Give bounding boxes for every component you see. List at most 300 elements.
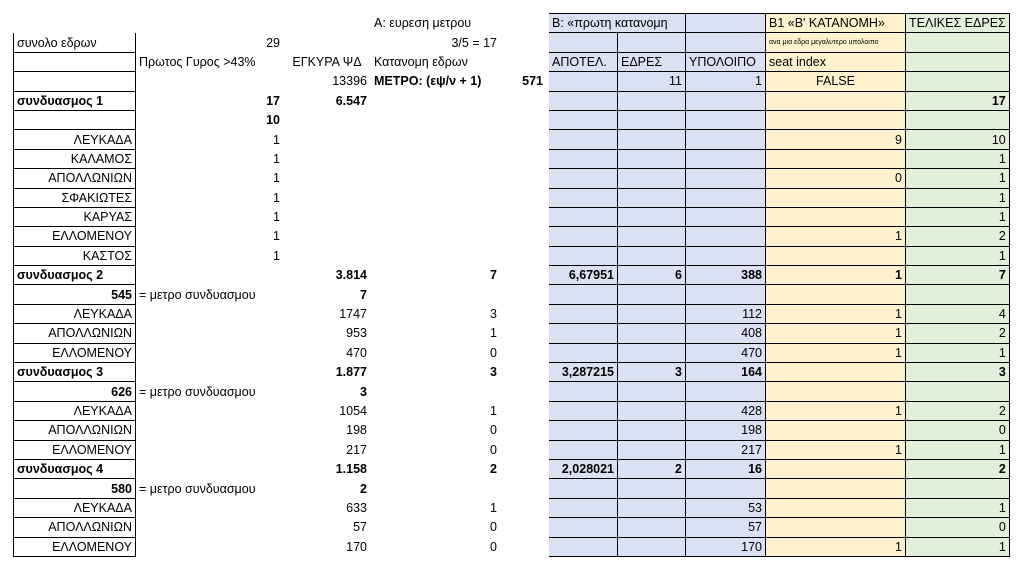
cell-A10[interactable]: ΣΦΑΚΙΩΤΕΣ <box>14 188 136 207</box>
cell-H18[interactable]: 470 <box>686 343 766 362</box>
cell-D21[interactable]: 1 <box>490 404 497 418</box>
cell-H19[interactable]: 164 <box>686 363 766 382</box>
cell-C8[interactable] <box>284 149 371 168</box>
cell-C9[interactable] <box>284 169 371 188</box>
cell-B14[interactable] <box>136 266 284 285</box>
cell-C15[interactable]: 7 <box>360 287 367 302</box>
cell-C26[interactable]: 633 <box>346 500 367 515</box>
cell-C14[interactable]: 3.814 <box>335 268 367 283</box>
cell-E27[interactable] <box>501 518 548 537</box>
cell-E3[interactable] <box>501 52 548 71</box>
cell-D8[interactable] <box>371 149 501 168</box>
cell-I4[interactable]: FALSE <box>766 72 906 91</box>
cell-D1[interactable]: A: ευρεση μετρου <box>374 16 472 31</box>
sheet-row <box>14 52 1010 71</box>
sheet-row <box>14 343 1010 362</box>
cell-D16[interactable]: 3 <box>490 307 497 322</box>
cell-I23[interactable]: 1 <box>766 440 906 459</box>
cell-D9[interactable] <box>371 169 501 188</box>
cell-F24[interactable]: 2,028021 <box>548 459 618 478</box>
cell-E21[interactable] <box>501 401 548 420</box>
cell-F26[interactable] <box>548 498 618 517</box>
cell-D13[interactable] <box>371 246 501 265</box>
cell-H15[interactable] <box>686 285 766 304</box>
cell-J15[interactable] <box>906 285 1010 304</box>
cell-J23[interactable]: 1 <box>906 440 1010 459</box>
cell-J21[interactable]: 2 <box>906 401 1010 420</box>
cell-B11[interactable]: 1 <box>273 210 280 225</box>
cell-C17[interactable]: 953 <box>346 326 367 341</box>
sheet-row <box>14 110 1010 129</box>
cell-J9[interactable]: 1 <box>906 169 1010 188</box>
cell-F1[interactable]: Β: «πρωτη κατανομη <box>548 14 686 33</box>
cell-J26[interactable]: 1 <box>906 498 1010 517</box>
cell-A27[interactable]: ΑΠΟΛΛΩΝΙΩΝ <box>14 518 136 537</box>
cell-H9[interactable] <box>686 169 766 188</box>
cell-B16[interactable] <box>136 304 284 323</box>
cell-F11[interactable] <box>548 207 618 226</box>
cell-I19[interactable] <box>766 363 906 382</box>
cell-E28[interactable] <box>501 537 548 556</box>
cell-G28[interactable] <box>618 537 686 556</box>
cell-F25[interactable] <box>548 479 618 498</box>
cell-G3[interactable]: ΕΔΡΕΣ <box>618 52 686 71</box>
cell-H25[interactable] <box>686 479 766 498</box>
cell-A20[interactable]: 626 <box>14 382 136 401</box>
cell-H17[interactable]: 408 <box>686 324 766 343</box>
cell-D28[interactable]: 0 <box>490 539 497 554</box>
cell-G25[interactable] <box>618 479 686 498</box>
cell-I28[interactable]: 1 <box>766 537 906 556</box>
cell-G21[interactable] <box>618 401 686 420</box>
cell-B6[interactable]: 10 <box>266 113 280 128</box>
cell-B21[interactable] <box>136 401 284 420</box>
cell-I1[interactable]: B1 «Β' ΚΑΤΑΝΟΜΗ» <box>766 14 906 33</box>
sheet-row <box>14 227 1010 246</box>
cell-F27[interactable] <box>548 518 618 537</box>
cell-I8[interactable] <box>766 149 906 168</box>
cell-C3[interactable]: ΕΓΚΥΡΑ ΨΔ <box>292 54 362 69</box>
cell-H28[interactable]: 170 <box>686 537 766 556</box>
cell-G27[interactable] <box>618 518 686 537</box>
cell-J10[interactable]: 1 <box>906 188 1010 207</box>
cell-C12[interactable] <box>284 227 371 246</box>
cell-D2[interactable]: 3/5 = 17 <box>451 35 497 50</box>
sheet-row <box>14 130 1010 149</box>
cell-H2[interactable] <box>686 33 766 52</box>
cell-D11[interactable] <box>371 207 501 226</box>
cell-C25[interactable]: 2 <box>360 481 367 496</box>
cell-C24[interactable]: 1.158 <box>335 462 367 477</box>
cell-F14[interactable]: 6,67951 <box>548 266 618 285</box>
cell-J18[interactable]: 1 <box>906 343 1010 362</box>
cell-I17[interactable]: 1 <box>766 324 906 343</box>
cell-B17[interactable] <box>136 324 284 343</box>
cell-E26[interactable] <box>501 498 548 517</box>
cell-F8[interactable] <box>548 149 618 168</box>
cell-G13[interactable] <box>618 246 686 265</box>
cell-I9[interactable]: 0 <box>766 169 906 188</box>
cell-C7[interactable] <box>284 130 371 149</box>
sheet-row <box>14 421 1010 440</box>
cell-D4[interactable]: ΜΕΤΡΟ: (εψ/ν + 1) <box>374 74 482 89</box>
cell-F2[interactable] <box>548 33 618 52</box>
cell-D27[interactable]: 0 <box>490 520 497 535</box>
cell-C2[interactable] <box>284 33 371 52</box>
cell-H7[interactable] <box>686 130 766 149</box>
cell-G24[interactable]: 2 <box>618 459 686 478</box>
cell-D6[interactable] <box>371 110 501 129</box>
cell-C13[interactable] <box>284 246 371 265</box>
cell-C20[interactable]: 3 <box>360 384 367 399</box>
cell-J1[interactable]: ΤΕΛΙΚΕΣ ΕΔΡΕΣ <box>906 14 1010 33</box>
cell-I3[interactable]: seat index <box>766 52 906 71</box>
cell-J16[interactable]: 4 <box>906 304 1010 323</box>
cell-D12[interactable] <box>371 227 501 246</box>
cell-C23[interactable]: 217 <box>346 442 367 457</box>
cell-E6[interactable] <box>501 110 548 129</box>
cell-I11[interactable] <box>766 207 906 226</box>
cell-G20[interactable] <box>618 382 686 401</box>
cell-G26[interactable] <box>618 498 686 517</box>
cell-D22[interactable]: 0 <box>490 423 497 438</box>
cell-A2[interactable]: συνολο εδρων <box>14 33 136 52</box>
cell-E1[interactable] <box>501 14 548 33</box>
cell-A15[interactable]: 545 <box>14 285 136 304</box>
cell-F20[interactable] <box>548 382 618 401</box>
cell-B8[interactable]: 1 <box>273 151 280 166</box>
cell-F5[interactable] <box>548 91 618 110</box>
cell-J22[interactable]: 0 <box>906 421 1010 440</box>
cell-F3[interactable]: ΑΠΟΤΕΛ. <box>548 52 618 71</box>
cell-D3[interactable]: Κατανομη εδρων <box>374 54 468 69</box>
cell-F7[interactable] <box>548 130 618 149</box>
cell-F12[interactable] <box>548 227 618 246</box>
cell-B10[interactable]: 1 <box>273 190 280 205</box>
cell-E13[interactable] <box>501 246 548 265</box>
cell-G7[interactable] <box>618 130 686 149</box>
cell-B12[interactable]: 1 <box>273 229 280 244</box>
cell-J11[interactable]: 1 <box>906 207 1010 226</box>
cell-C19[interactable]: 1.877 <box>335 365 367 380</box>
cell-I20[interactable] <box>766 382 906 401</box>
cell-A1[interactable] <box>14 14 136 33</box>
cell-A21[interactable]: ΛΕΥΚΑΔΑ <box>14 401 136 420</box>
cell-H4[interactable]: 1 <box>686 72 766 91</box>
sheet-row <box>14 537 1010 556</box>
cell-B2[interactable]: 29 <box>266 35 280 50</box>
sheet-row <box>14 363 1010 382</box>
sheet-row <box>14 33 1010 52</box>
cell-D5[interactable] <box>371 91 501 110</box>
cell-D20[interactable] <box>371 382 501 401</box>
cell-J20[interactable] <box>906 382 1010 401</box>
cell-D17[interactable]: 1 <box>490 326 497 341</box>
cell-G10[interactable] <box>618 188 686 207</box>
cell-A4[interactable] <box>14 72 136 91</box>
cell-I18[interactable]: 1 <box>766 343 906 362</box>
cell-A12[interactable]: ΕΛΛΟΜΕΝΟΥ <box>14 227 136 246</box>
cell-E8[interactable] <box>501 149 548 168</box>
cell-E5[interactable] <box>501 91 548 110</box>
cell-B25[interactable]: = μετρο συνδυασμου <box>139 481 256 496</box>
cell-B24[interactable] <box>136 459 284 478</box>
cell-C1[interactable] <box>284 14 371 33</box>
cell-G12[interactable] <box>618 227 686 246</box>
cell-I22[interactable] <box>766 421 906 440</box>
cell-I21[interactable]: 1 <box>766 401 906 420</box>
cell-F13[interactable] <box>548 246 618 265</box>
cell-A17[interactable]: ΑΠΟΛΛΩΝΙΩΝ <box>14 324 136 343</box>
cell-B22[interactable] <box>136 421 284 440</box>
cell-J3[interactable] <box>906 52 1010 71</box>
cell-H22[interactable]: 198 <box>686 421 766 440</box>
cell-B4[interactable] <box>136 72 284 91</box>
cell-G6[interactable] <box>618 110 686 129</box>
cell-B19[interactable] <box>136 363 284 382</box>
sheet-row <box>14 14 1010 33</box>
cell-C16[interactable]: 1747 <box>339 307 367 322</box>
cell-F28[interactable] <box>548 537 618 556</box>
cell-I12[interactable]: 1 <box>766 227 906 246</box>
cell-E12[interactable] <box>501 227 548 246</box>
cell-C11[interactable] <box>284 207 371 226</box>
cell-B26[interactable] <box>136 498 284 517</box>
cell-A13[interactable]: ΚΑΣΤΟΣ <box>14 246 136 265</box>
cell-E22[interactable] <box>501 421 548 440</box>
cell-I13[interactable] <box>766 246 906 265</box>
sheet-row <box>14 169 1010 188</box>
cell-A16[interactable]: ΛΕΥΚΑΔΑ <box>14 304 136 323</box>
cell-C5[interactable]: 6.547 <box>335 93 367 108</box>
cell-F18[interactable] <box>548 343 618 362</box>
cell-H5[interactable] <box>686 91 766 110</box>
cell-B27[interactable] <box>136 518 284 537</box>
cell-D15[interactable] <box>371 285 501 304</box>
cell-E4[interactable]: 571 <box>501 72 548 91</box>
cell-A26[interactable]: ΛΕΥΚΑΔΑ <box>14 498 136 517</box>
cell-D23[interactable]: 0 <box>490 442 497 457</box>
cell-I16[interactable]: 1 <box>766 304 906 323</box>
cell-E2[interactable] <box>501 33 548 52</box>
cell-F15[interactable] <box>548 285 618 304</box>
cell-I5[interactable] <box>766 91 906 110</box>
cell-H21[interactable]: 428 <box>686 401 766 420</box>
cell-H14[interactable]: 388 <box>686 266 766 285</box>
cell-A14[interactable]: συνδυασμος 2 <box>14 266 136 285</box>
cell-C21[interactable]: 1054 <box>339 404 367 418</box>
sheet-row <box>14 518 1010 537</box>
cell-I25[interactable] <box>766 479 906 498</box>
cell-H20[interactable] <box>686 382 766 401</box>
cell-E7[interactable] <box>501 130 548 149</box>
cell-I14[interactable]: 1 <box>766 266 906 285</box>
cell-D24[interactable]: 2 <box>490 462 497 477</box>
cell-B28[interactable] <box>136 537 284 556</box>
cell-E16[interactable] <box>501 304 548 323</box>
cell-E9[interactable] <box>501 169 548 188</box>
cell-J25[interactable] <box>906 479 1010 498</box>
cell-J17[interactable]: 2 <box>906 324 1010 343</box>
cell-C27[interactable]: 57 <box>353 520 367 535</box>
cell-D14[interactable]: 7 <box>490 268 497 283</box>
cell-H23[interactable]: 217 <box>686 440 766 459</box>
cell-D25[interactable] <box>371 479 501 498</box>
cell-D10[interactable] <box>371 188 501 207</box>
cell-E15[interactable] <box>501 285 548 304</box>
cell-G23[interactable] <box>618 440 686 459</box>
cell-C22[interactable]: 198 <box>346 423 367 438</box>
cell-E10[interactable] <box>501 188 548 207</box>
cell-G8[interactable] <box>618 149 686 168</box>
cell-H6[interactable] <box>686 110 766 129</box>
cell-I15[interactable] <box>766 285 906 304</box>
sheet-row <box>14 207 1010 226</box>
cell-C28[interactable]: 170 <box>346 539 367 554</box>
cell-F6[interactable] <box>548 110 618 129</box>
cell-I26[interactable] <box>766 498 906 517</box>
cell-I2[interactable]: ανα μια εδρα μεγαλυτερο υπολοιπο <box>766 33 906 52</box>
cell-A19[interactable]: συνδυασμος 3 <box>14 363 136 382</box>
cell-H3[interactable]: ΥΠΟΛΟΙΠΟ <box>686 52 766 71</box>
cell-E24[interactable] <box>501 459 548 478</box>
cell-I24[interactable] <box>766 459 906 478</box>
cell-B23[interactable] <box>136 440 284 459</box>
cell-B18[interactable] <box>136 343 284 362</box>
cell-J2[interactable] <box>906 33 1010 52</box>
cell-H16[interactable]: 112 <box>686 304 766 323</box>
cell-E20[interactable] <box>501 382 548 401</box>
cell-F9[interactable] <box>548 169 618 188</box>
cell-A28[interactable]: ΕΛΛΟΜΕΝΟΥ <box>14 537 136 556</box>
cell-C6[interactable] <box>284 110 371 129</box>
sheet-row <box>14 401 1010 420</box>
sheet-row <box>14 91 1010 110</box>
cell-E19[interactable] <box>501 363 548 382</box>
cell-H26[interactable]: 53 <box>686 498 766 517</box>
cell-A6[interactable] <box>14 110 136 129</box>
cell-B20[interactable]: = μετρο συνδυασμου <box>139 384 256 399</box>
cell-H10[interactable] <box>686 188 766 207</box>
cell-A11[interactable]: ΚΑΡΥΑΣ <box>14 207 136 226</box>
cell-E14[interactable] <box>501 266 548 285</box>
cell-A18[interactable]: ΕΛΛΟΜΕΝΟΥ <box>14 343 136 362</box>
cell-H24[interactable]: 16 <box>686 459 766 478</box>
cell-A25[interactable]: 580 <box>14 479 136 498</box>
cell-G4[interactable]: 11 <box>618 72 686 91</box>
cell-E17[interactable] <box>501 324 548 343</box>
sheet-row <box>14 382 1010 401</box>
cell-H27[interactable]: 57 <box>686 518 766 537</box>
cell-I6[interactable] <box>766 110 906 129</box>
cell-A23[interactable]: ΕΛΛΟΜΕΝΟΥ <box>14 440 136 459</box>
cell-B15[interactable]: = μετρο συνδυασμου <box>139 287 256 302</box>
cell-J19[interactable]: 3 <box>906 363 1010 382</box>
cell-B3[interactable]: Πρωτος Γυρος >43% <box>139 54 256 69</box>
cell-H11[interactable] <box>686 207 766 226</box>
sheet-row <box>14 498 1010 517</box>
cell-G18[interactable] <box>618 343 686 362</box>
cell-G16[interactable] <box>618 304 686 323</box>
cell-G2[interactable] <box>618 33 686 52</box>
cell-J12[interactable]: 2 <box>906 227 1010 246</box>
cell-E11[interactable] <box>501 207 548 226</box>
cell-G17[interactable] <box>618 324 686 343</box>
cell-J24[interactable]: 2 <box>906 459 1010 478</box>
cell-A5[interactable]: συνδυασμος 1 <box>14 91 136 110</box>
cell-F23[interactable] <box>548 440 618 459</box>
cell-F19[interactable]: 3,287215 <box>548 363 618 382</box>
cell-I7[interactable]: 9 <box>766 130 906 149</box>
cell-G22[interactable] <box>618 421 686 440</box>
cell-F21[interactable] <box>548 401 618 420</box>
cell-J27[interactable]: 0 <box>906 518 1010 537</box>
cell-C4[interactable]: 13396 <box>332 74 367 89</box>
cell-B1[interactable] <box>136 14 284 33</box>
cell-A3[interactable] <box>14 52 136 71</box>
cell-J14[interactable]: 7 <box>906 266 1010 285</box>
cell-D19[interactable]: 3 <box>490 365 497 380</box>
cell-H12[interactable] <box>686 227 766 246</box>
cell-B13[interactable]: 1 <box>273 248 280 263</box>
sheet-row <box>14 479 1010 498</box>
cell-D18[interactable]: 0 <box>490 345 497 360</box>
cell-E18[interactable] <box>501 343 548 362</box>
cell-J7[interactable]: 10 <box>906 130 1010 149</box>
cell-J8[interactable]: 1 <box>906 149 1010 168</box>
cell-E25[interactable] <box>501 479 548 498</box>
cell-D7[interactable] <box>371 130 501 149</box>
cell-G14[interactable]: 6 <box>618 266 686 285</box>
cell-G15[interactable] <box>618 285 686 304</box>
cell-D26[interactable]: 1 <box>490 500 497 515</box>
cell-J13[interactable]: 1 <box>906 246 1010 265</box>
sheet-row <box>14 304 1010 323</box>
sheet-row <box>14 440 1010 459</box>
cell-J4[interactable] <box>906 72 1010 91</box>
cell-H1[interactable] <box>686 14 766 33</box>
cell-C10[interactable] <box>284 188 371 207</box>
cell-G11[interactable] <box>618 207 686 226</box>
cell-J28[interactable]: 1 <box>906 537 1010 556</box>
cell-I27[interactable] <box>766 518 906 537</box>
cell-A9[interactable]: ΑΠΟΛΛΩΝΙΩΝ <box>14 169 136 188</box>
cell-A24[interactable]: συνδυασμος 4 <box>14 459 136 478</box>
cell-F10[interactable] <box>548 188 618 207</box>
cell-H8[interactable] <box>686 149 766 168</box>
cell-J5[interactable]: 17 <box>906 91 1010 110</box>
cell-B7[interactable]: 1 <box>273 132 280 147</box>
cell-A8[interactable]: ΚΑΛΑΜΟΣ <box>14 149 136 168</box>
cell-F4[interactable] <box>548 72 618 91</box>
cell-J6[interactable] <box>906 110 1010 129</box>
cell-F16[interactable] <box>548 304 618 323</box>
cell-B5[interactable]: 17 <box>266 93 280 108</box>
cell-I10[interactable] <box>766 188 906 207</box>
cell-G5[interactable] <box>618 91 686 110</box>
cell-H13[interactable] <box>686 246 766 265</box>
cell-A22[interactable]: ΑΠΟΛΛΩΝΙΩΝ <box>14 421 136 440</box>
cell-C18[interactable]: 470 <box>346 345 367 360</box>
sheet-row <box>14 72 1010 91</box>
cell-G9[interactable] <box>618 169 686 188</box>
cell-B9[interactable]: 1 <box>273 171 280 186</box>
cell-F22[interactable] <box>548 421 618 440</box>
cell-F17[interactable] <box>548 324 618 343</box>
cell-E23[interactable] <box>501 440 548 459</box>
cell-A7[interactable]: ΛΕΥΚΑΔΑ <box>14 130 136 149</box>
cell-G19[interactable]: 3 <box>618 363 686 382</box>
